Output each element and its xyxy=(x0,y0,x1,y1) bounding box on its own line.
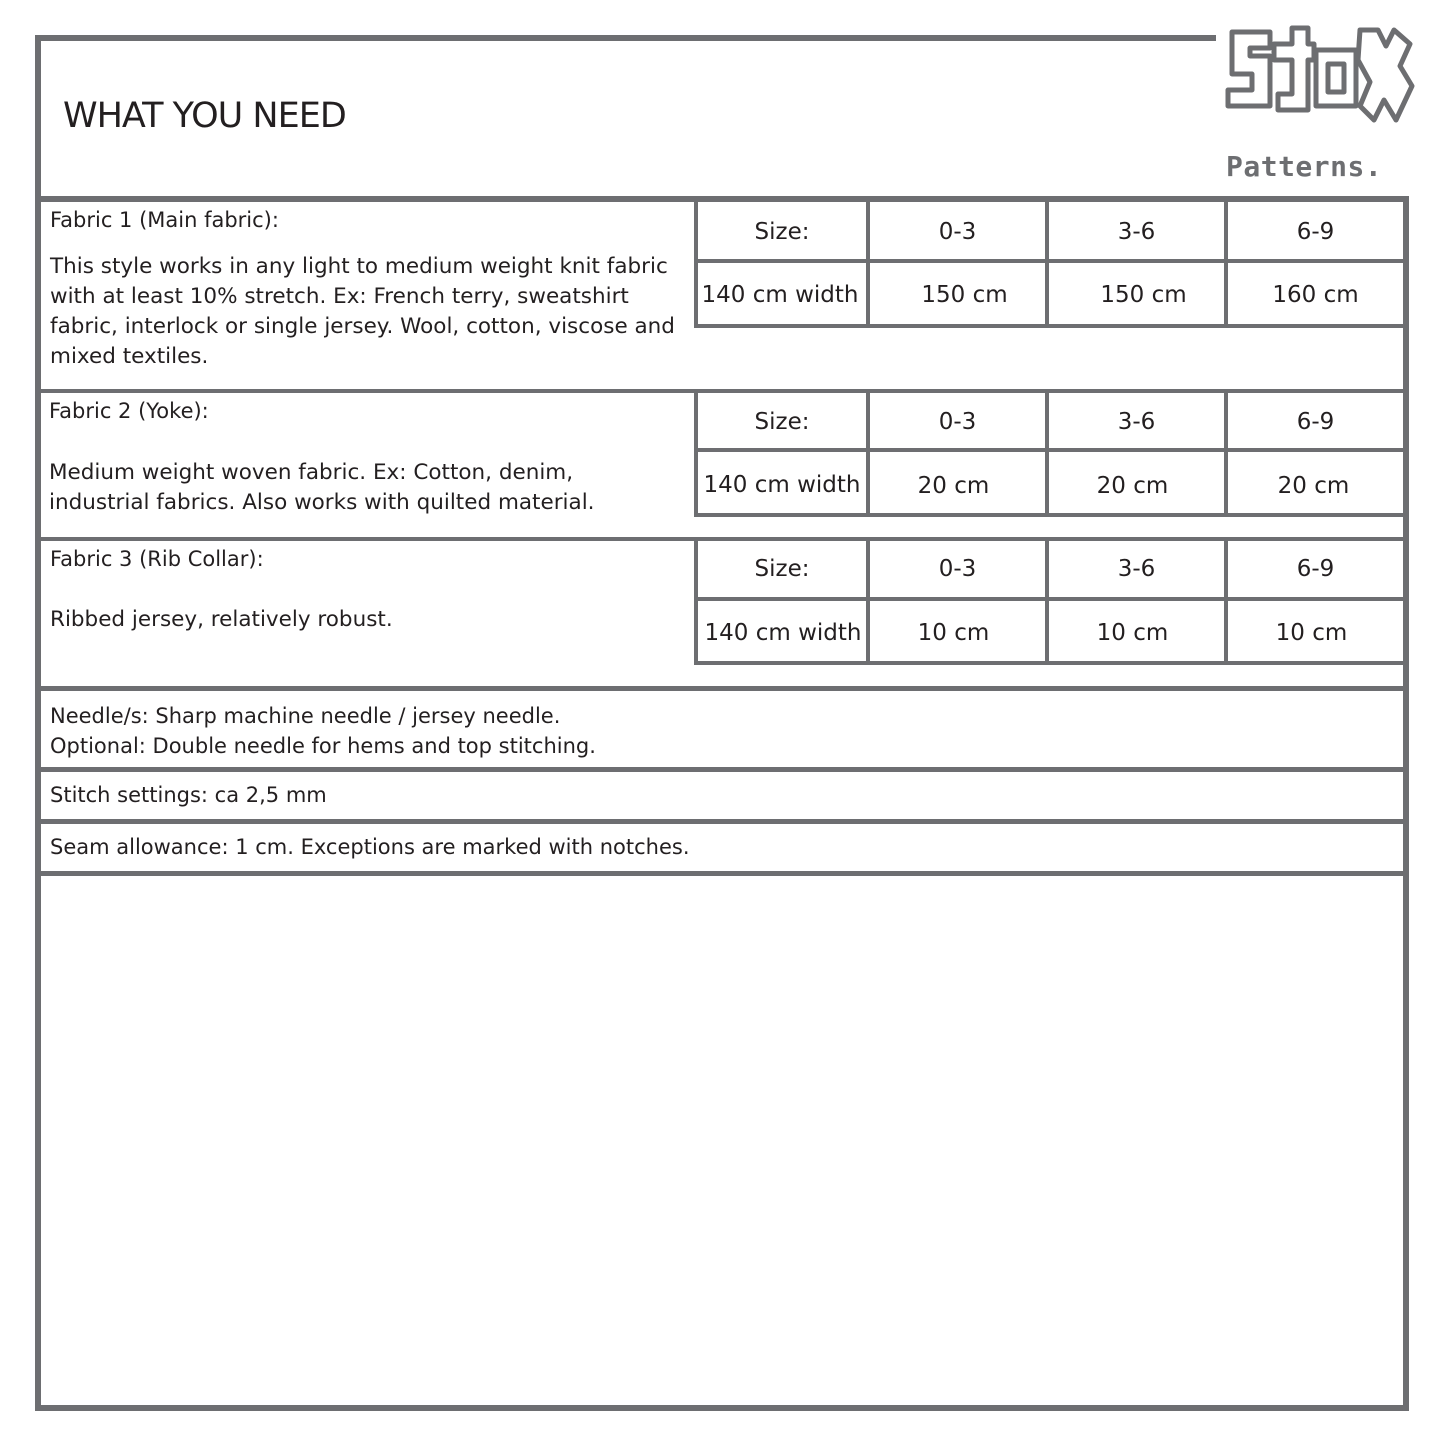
fabric2-size-0: 0-3 xyxy=(938,409,977,435)
fabric1-amount-2: 160 cm xyxy=(1272,282,1359,308)
fabric1-size-0: 0-3 xyxy=(938,219,977,245)
fabric3-description: Ribbed jersey, relatively robust. xyxy=(50,607,393,632)
fabric3-label: Fabric 3 (Rib Collar): xyxy=(50,547,264,571)
frame-bottom-rule xyxy=(35,1405,1409,1411)
page-title: WHAT YOU NEED xyxy=(63,96,346,136)
fabric1-size-2: 6-9 xyxy=(1296,219,1335,245)
fabric3-size-0: 0-3 xyxy=(938,556,977,582)
fabric1-description: This style works in any light to medium weight knit fabric with at least 10% stretch. Ex: French terry, sweatshirt fabric, interlock or single jersey. Wool, cotton, viscose and mixed textiles. xyxy=(50,254,675,369)
fabric2-size-label: Size: xyxy=(754,409,810,435)
frame-left-rule xyxy=(35,35,41,1411)
fabric3-amount-0: 10 cm xyxy=(917,620,990,646)
brand-tagline: Patterns. xyxy=(1226,150,1383,183)
stitch-settings: Stitch settings: ca 2,5 mm xyxy=(50,783,327,807)
fabric3-width-label: 140 cm width xyxy=(704,620,862,646)
stox-logo-icon xyxy=(1218,20,1418,140)
needle-line2: Optional: Double needle for hems and top stitching. xyxy=(50,734,596,758)
rule-under-fabric1 xyxy=(35,389,1409,393)
fabric2-amount-1: 20 cm xyxy=(1096,473,1169,499)
fabric1-size-label: Size: xyxy=(754,219,810,245)
fabric1-size-1: 3-6 xyxy=(1117,219,1156,245)
rule-under-fabric3 xyxy=(35,686,1409,691)
rule-under-seam xyxy=(35,871,1409,876)
needle-line1: Needle/s: Sharp machine needle / jersey needle. xyxy=(50,704,561,728)
fabric3-size-2: 6-9 xyxy=(1296,556,1335,582)
seam-allowance: Seam allowance: 1 cm. Exceptions are marked with notches. xyxy=(50,835,690,859)
fabric2-description: Medium weight woven fabric. Ex: Cotton, denim, industrial fabrics. Also works with quilted material. xyxy=(49,460,595,515)
fabric2-width-label: 140 cm width xyxy=(703,472,861,498)
fabric1-amount-1: 150 cm xyxy=(1100,282,1187,308)
fabric2-amount-2: 20 cm xyxy=(1277,473,1350,499)
fabric2-size-1: 3-6 xyxy=(1117,409,1156,435)
fabric2-label: Fabric 2 (Yoke): xyxy=(49,399,209,423)
fabric3-size-1: 3-6 xyxy=(1117,556,1156,582)
fabric2-amount-0: 20 cm xyxy=(917,473,990,499)
fabric3-amount-2: 10 cm xyxy=(1275,620,1348,646)
fabric3-amount-1: 10 cm xyxy=(1096,620,1169,646)
fabric1-label: Fabric 1 (Main fabric): xyxy=(50,208,279,232)
frame-top-rule xyxy=(35,35,1216,41)
fabric1-width-label: 140 cm width xyxy=(701,282,859,308)
fabric3-size-label: Size: xyxy=(754,556,810,582)
fabric1-amount-0: 150 cm xyxy=(921,282,1008,308)
rule-under-needle xyxy=(35,767,1409,772)
rule-under-fabric2 xyxy=(35,537,1409,541)
frame-right-rule xyxy=(1403,196,1409,1411)
rule-under-stitch xyxy=(35,819,1409,824)
fabric2-size-2: 6-9 xyxy=(1296,409,1335,435)
rule-under-title xyxy=(35,196,1409,202)
